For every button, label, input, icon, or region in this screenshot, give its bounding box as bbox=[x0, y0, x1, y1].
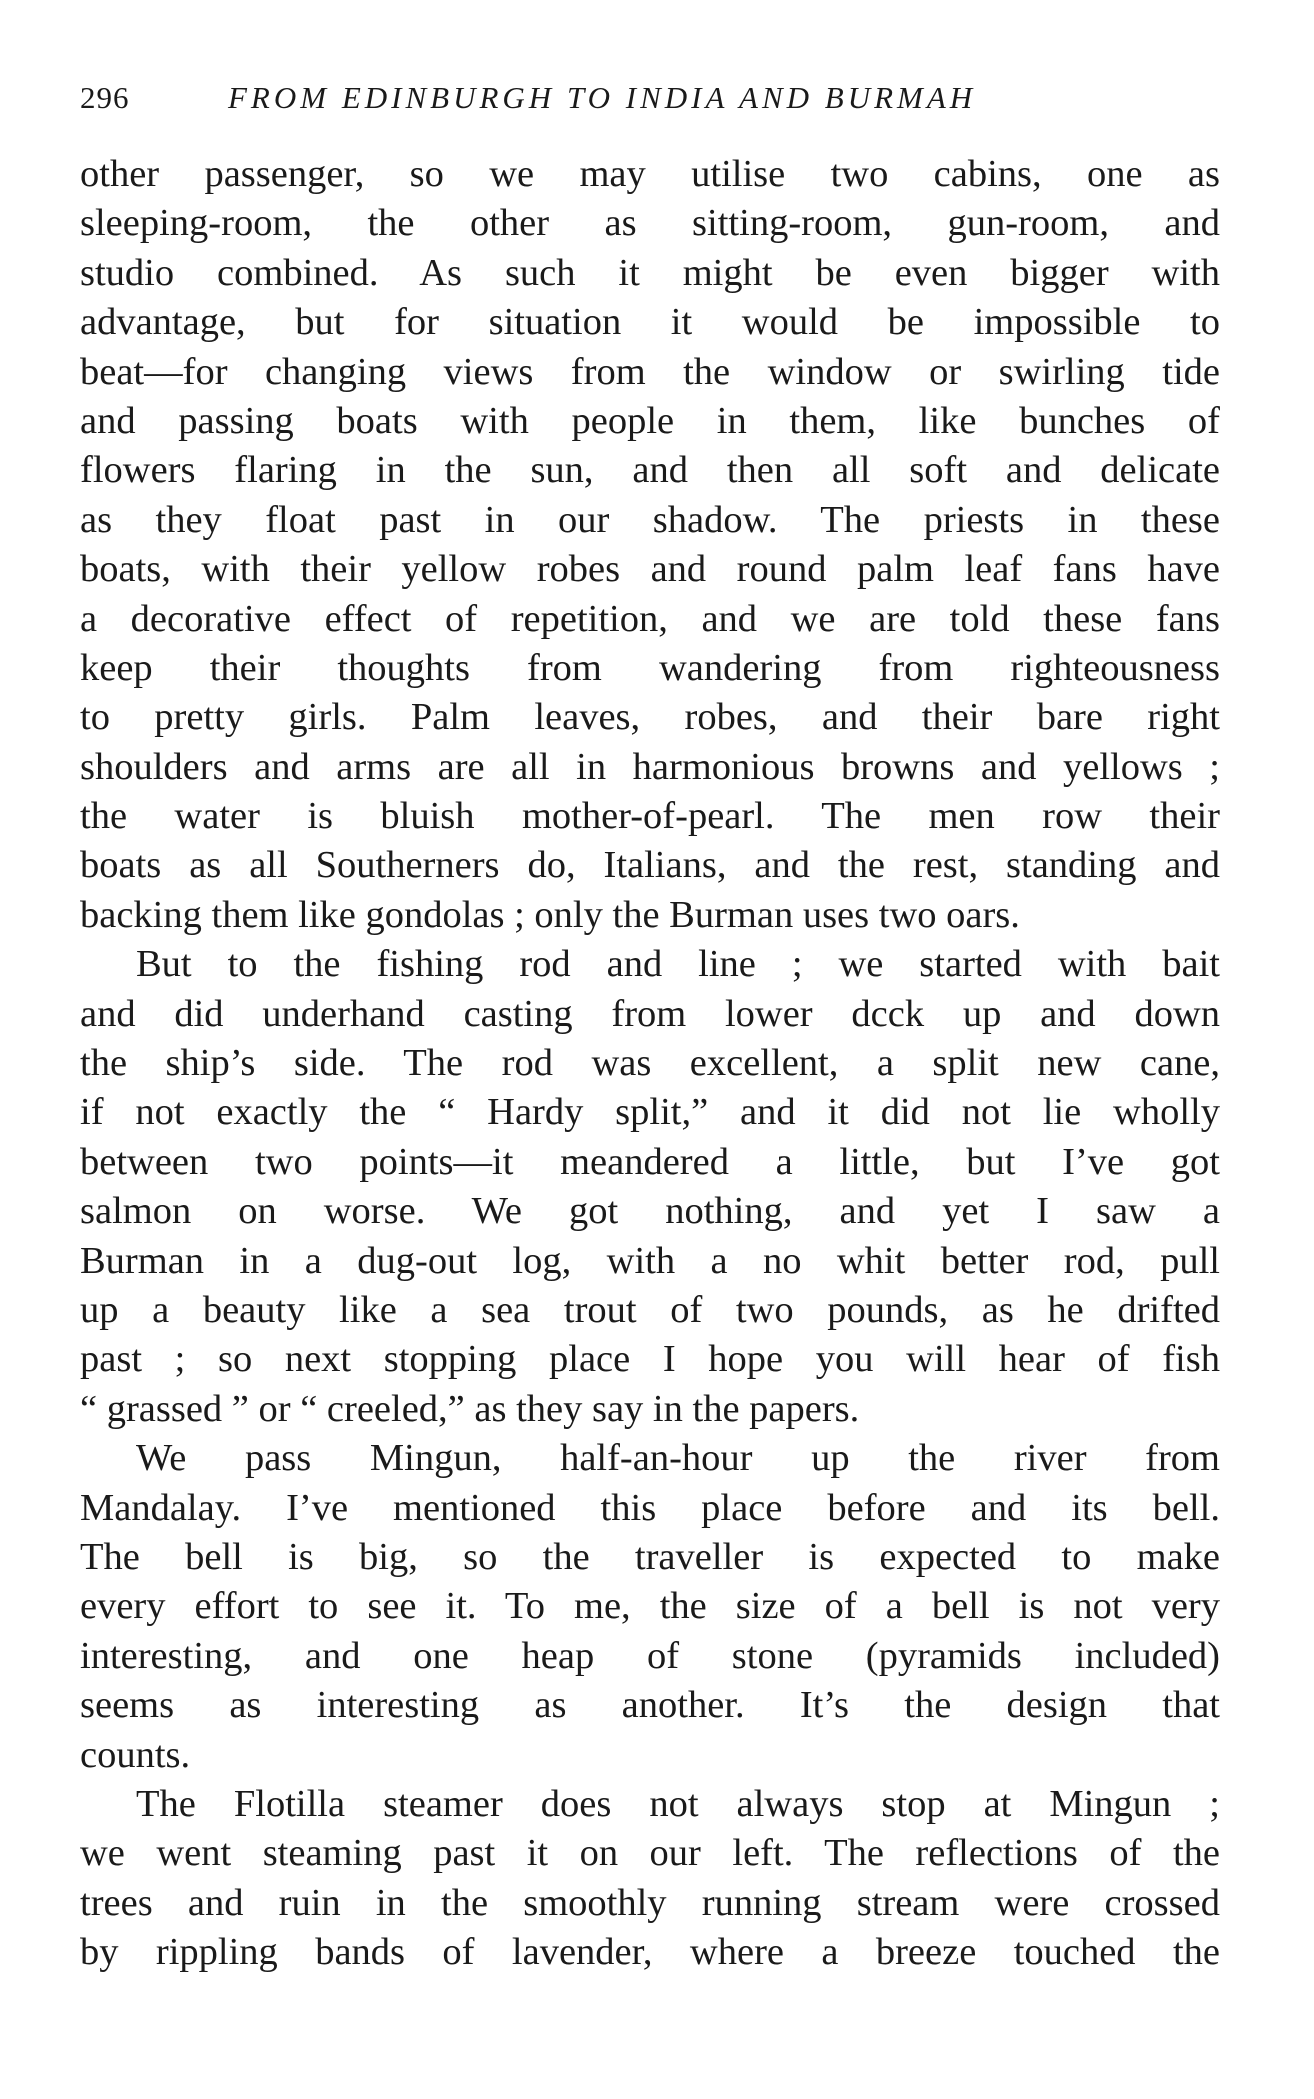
text-line: The bell is big, so the traveller is expected to make bbox=[80, 1535, 1220, 1578]
text-line: we went steaming past it on our left. The reflections of the bbox=[80, 1832, 1220, 1875]
text-line: other passenger, so we may utilise two cabins, one as bbox=[80, 153, 1220, 195]
text-line: flowers flaring in the sun, and then all soft and delicate bbox=[80, 449, 1220, 492]
text-line: and did underhand casting from lower dcck up and down bbox=[80, 992, 1220, 1035]
text-line: Burman in a dug-out log, with a no whit better rod, pull bbox=[80, 1239, 1220, 1282]
text-line: boats, with their yellow robes and round palm leaf fans have bbox=[80, 548, 1220, 591]
text-line: as they float past in our shadow. The priests in these bbox=[80, 498, 1220, 541]
text-line: boats as all Southerners do, Italians, and the rest, standing and bbox=[80, 844, 1220, 887]
text-line: between two points—it meandered a little, but I’ve got bbox=[80, 1140, 1220, 1183]
text-line: backing them like gondolas ; only the Burman uses two oars. bbox=[80, 893, 1020, 936]
text-line: past ; so next stopping place I hope you will hear of fish bbox=[80, 1338, 1220, 1381]
text-line: up a beauty like a sea trout of two pounds, as he drifted bbox=[80, 1288, 1220, 1331]
text-line: salmon on worse. We got nothing, and yet I saw a bbox=[80, 1190, 1220, 1233]
text-line: beat—for changing views from the window or swirling tide bbox=[80, 350, 1220, 393]
text-line: a decorative effect of repetition, and we are told these fans bbox=[80, 597, 1220, 640]
text-line: Mandalay. I’ve mentioned this place before and its bell. bbox=[80, 1486, 1220, 1529]
text-line: advantage, but for situation it would be impossible to bbox=[80, 301, 1220, 344]
running-header bbox=[80, 72, 1230, 122]
text-line: keep their thoughts from wandering from righteousness bbox=[80, 646, 1220, 689]
text-line: shoulders and arms are all in harmonious browns and yellows ; bbox=[80, 745, 1220, 788]
body-text bbox=[80, 150, 1220, 1977]
running-title: FROM EDINBURGH TO INDIA AND BURMAH bbox=[228, 80, 977, 115]
text-line: the water is bluish mother-of-pearl. The men row their bbox=[80, 795, 1220, 838]
text-line: “ grassed ” or “ creeled,” as they say in the papers. bbox=[80, 1387, 860, 1430]
paragraph-start-line: But to the fishing rod and line ; we started with bait bbox=[136, 943, 1220, 986]
text-line: if not exactly the “ Hardy split,” and it did not lie wholly bbox=[80, 1091, 1220, 1134]
paragraph-start-line: We pass Mingun, half-an-hour up the river from bbox=[136, 1437, 1220, 1480]
text-line: seems as interesting as another. It’s the design that bbox=[80, 1684, 1220, 1727]
text-line: trees and ruin in the smoothly running stream were crossed bbox=[80, 1881, 1220, 1924]
page-number: 296 bbox=[80, 80, 130, 115]
text-line: the ship’s side. The rod was excellent, a split new cane, bbox=[80, 1042, 1220, 1085]
text-line: by rippling bands of lavender, where a breeze touched the bbox=[80, 1931, 1220, 1974]
text-line: every effort to see it. To me, the size of a bell is not very bbox=[80, 1585, 1220, 1628]
text-line: counts. bbox=[80, 1733, 191, 1776]
text-line: to pretty girls. Palm leaves, robes, and their bare right bbox=[80, 696, 1220, 739]
text-line: studio combined. As such it might be even bigger with bbox=[80, 251, 1220, 294]
text-line: sleeping-room, the other as sitting-room, gun-room, and bbox=[80, 202, 1220, 245]
text-line: interesting, and one heap of stone (pyramids included) bbox=[80, 1634, 1220, 1677]
text-line: and passing boats with people in them, like bunches of bbox=[80, 399, 1220, 442]
paragraph-start-line: The Flotilla steamer does not always stop at Mingun ; bbox=[136, 1782, 1220, 1825]
